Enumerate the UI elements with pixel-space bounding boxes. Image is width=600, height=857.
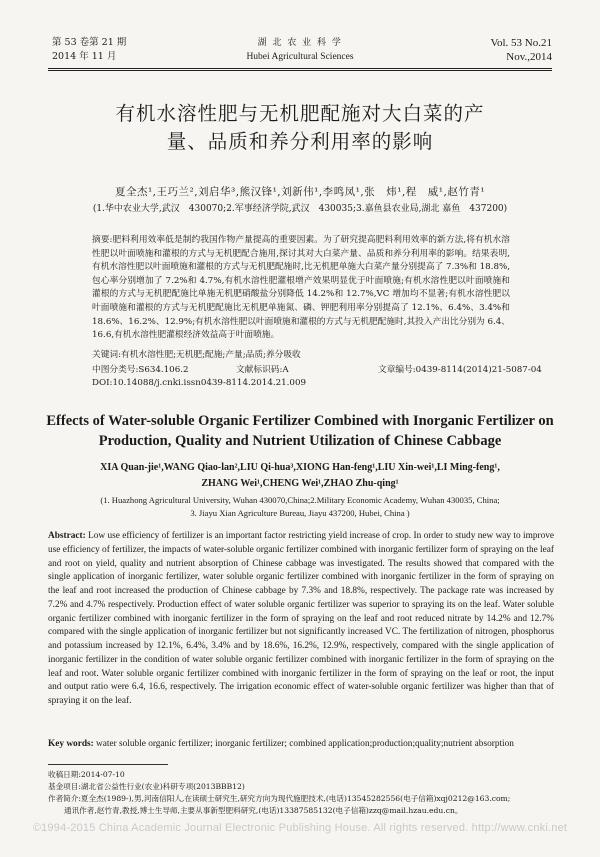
footnote-received: 收稿日期:2014-07-10 [48, 770, 125, 779]
affiliation-en-line1: (1. Huazhong Agricultural University, Wuhan 430070,China;2.Military Economic Academy, Wuhan 430035, China; [100, 495, 500, 505]
affiliation-cn: (1.华中农业大学,武汉 430070;2.军事经济学院,武汉 430035;3.嘉鱼县农业局,湖北 嘉鱼 437200) [92, 204, 508, 214]
journal-name-cn: 湖 北 农 业 科 学 [257, 38, 343, 48]
keywords-cn-label: 关键词: [92, 350, 121, 360]
keywords-en-label: Key words: [48, 739, 94, 749]
footnote-corresponding: 通讯作者,赵竹青,教授,博士生导师,主要从事新型肥料研究,(电话)13387585132(电子信箱)zzq@mail.hzau.edu.cn。 [64, 806, 463, 815]
date-cn: 2014 年 11 月 [52, 51, 117, 62]
authors-en-line1: XIA Quan-jie¹,WANG Qiao-lan²,LIU Qi-hua³,XIONG Han-feng¹,LIU Xin-wei¹,LI Ming-feng¹, [100, 462, 500, 473]
affiliation-en [40, 494, 560, 520]
abstract-en-text: Low use efficiency of fertilizer is an important factor restricting yield increase of crop. In order to study new way to improve use efficiency of fertilizer, the impacts of water-soluble organic fertilizer combined with inorganic fertilizer form of spraying on the leaf and root on yield, quality and nutrient absorption of Chinese cabbage was investigated. The results showed that compared with the single application of inorganic fertilizer, water soluble organic fertilizer combined with inorganic fertilizer in the form of spraying on the leaf and root increased the production of Chinese cabbage by 7.3% and 18.8%, respectively. The package rate was increased by 7.2% and 4.7% respectively. Production effect of water soluble organic fertilizer was superior to spraying its on the leaf. Water soluble organic fertilizer combined with inorganic fertilizer in the form of spraying on the leaf and root reduced nitrate by 14.2% and 12.7% compared with the single application of inorganic fertilizer but not significantly increased VC. The fertilization of nitrogen, phosphorus and potassium increased by 12.1%, 6.4%, 3.4% and by 18.6%, 16.2%, 12.9%, respectively, compared with the single application of inorganic fertilizer in the condition of water soluble organic fertilizer combined with inorganic fertilizer in the form of spraying on the leaf and root. Water soluble organic fertilizer combined with inorganic fertilizer in the form of spraying on the leaf or root, the input and output ratio were 6.4, 16.6, respectively. The irrigation economic effect of water-soluble organic fertilizer was higher than that of spraying it on the leaf. [48, 531, 554, 706]
authors-en-line2: ZHANG Wei¹,CHENG Wei¹,ZHAO Zhu-qing¹ [201, 478, 399, 489]
title-en-line1: Effects of Water-soluble Organic Fertilizer Combined with Inorganic Fertilizer on [46, 413, 554, 429]
issue-en: Vol. 53 No.21 [490, 37, 552, 49]
abstract-cn [92, 234, 510, 343]
document-code: 文献标识码:A [236, 365, 289, 375]
cnki-watermark: ©1994-2015 China Academic Journal Electronic Publishing House. All rights reserved. http://www.cnki.net [32, 822, 568, 834]
article-number: 文章编号:0439-8114(2014)21-5087-04 [378, 365, 542, 375]
title-en-line2: Production, Quality and Nutrient Utilization of Chinese Cabbage [98, 433, 502, 449]
clc-number: 中图分类号:S634.106.2 [92, 365, 189, 375]
authors-en [30, 460, 570, 492]
keywords-cn [92, 349, 510, 361]
date-en: Nov.,2014 [506, 51, 552, 63]
page-header [48, 36, 552, 70]
footnote-fund: 基金项目:湖北省公益性行业(农业)科研专项(2013BBB12) [48, 782, 245, 791]
affiliation-en-line2: 3. Jiayu Xian Agriculture Bureau, Jiayu 437200, Hubei, China ) [190, 508, 410, 518]
keywords-en-text: water soluble organic fertilizer; inorganic fertilizer; combined application;production;quality;nutrient absorption [96, 739, 514, 749]
authors-cn: 夏全杰¹,王巧兰²,刘启华³,熊汉锋¹,刘新伟¹,李鸣凤¹,张 炜¹,程 威¹,赵竹青¹ [114, 186, 486, 198]
header-rule [48, 68, 552, 69]
journal-name-en: Hubei Agricultural Sciences [246, 52, 354, 62]
keywords-cn-text: 有机水溶性肥;无机肥;配施;产量;品质;养分吸收 [121, 350, 301, 360]
footnote-author: 作者简介:夏全杰(1989-),男,河南信阳人,在读硕士研究生,研究方向为现代施肥技术,(电话)13545282556(电子信箱)xqj0212@163.com; [48, 794, 511, 803]
title-cn-line1: 有机水溶性肥与无机肥配施对大白菜的产 [115, 102, 485, 125]
issue-cn: 第 53 卷第 21 期 [52, 37, 127, 48]
title-en [30, 411, 570, 451]
doi: DOI:10.14088/j.cnki.issn0439-8114.2014.21.009 [92, 378, 307, 388]
abstract-en [48, 530, 554, 709]
abstract-cn-label: 摘要: [92, 235, 113, 245]
title-cn-line2: 量、品质和养分利用率的影响 [166, 130, 434, 153]
abstract-en-label: Abstract: [48, 531, 86, 541]
abstract-cn-text: 肥料利用效率低是制约我国作物产量提高的重要因素。为了研究提高肥料利用效率的新方法,将有机水溶性肥以叶面喷施和灌根的方式与无机肥配合施用,探讨其对大白菜产量、品质和养分利用率的影响。结果表明,有机水溶性肥以叶面喷施和灌根的方式与无机肥配施时,比无机肥单施大白菜产量分别提高了 7.3%和 18.8%,包心率分别增加了 7.2%和 4.7%,有机水溶性肥灌根增产效果明显优于叶面喷施;有机水溶性肥以叶面喷施和灌根的方式与无机肥配施比单施无机肥硝酸盐分别降低 14.2%和 12.7%,VC 增加均不显著;有机水溶性肥以叶面喷施和灌根的方式与无机肥配施比无机肥单施氮、磷、钾肥利用率分别提高了 12.1%、6.4%、3.4%和 18.6%、16.2%、12.9%;有机水溶性肥以叶面喷施和灌根的方式与无机肥配施时,其投入产出比分别为 6.4、16.6,有机水溶性肥灌根经济效益高于叶面喷施。 [92, 235, 510, 341]
header-rule-thin [48, 70, 552, 71]
title-cn [60, 100, 540, 156]
footnote-rule [48, 764, 168, 765]
keywords-en [48, 738, 554, 750]
